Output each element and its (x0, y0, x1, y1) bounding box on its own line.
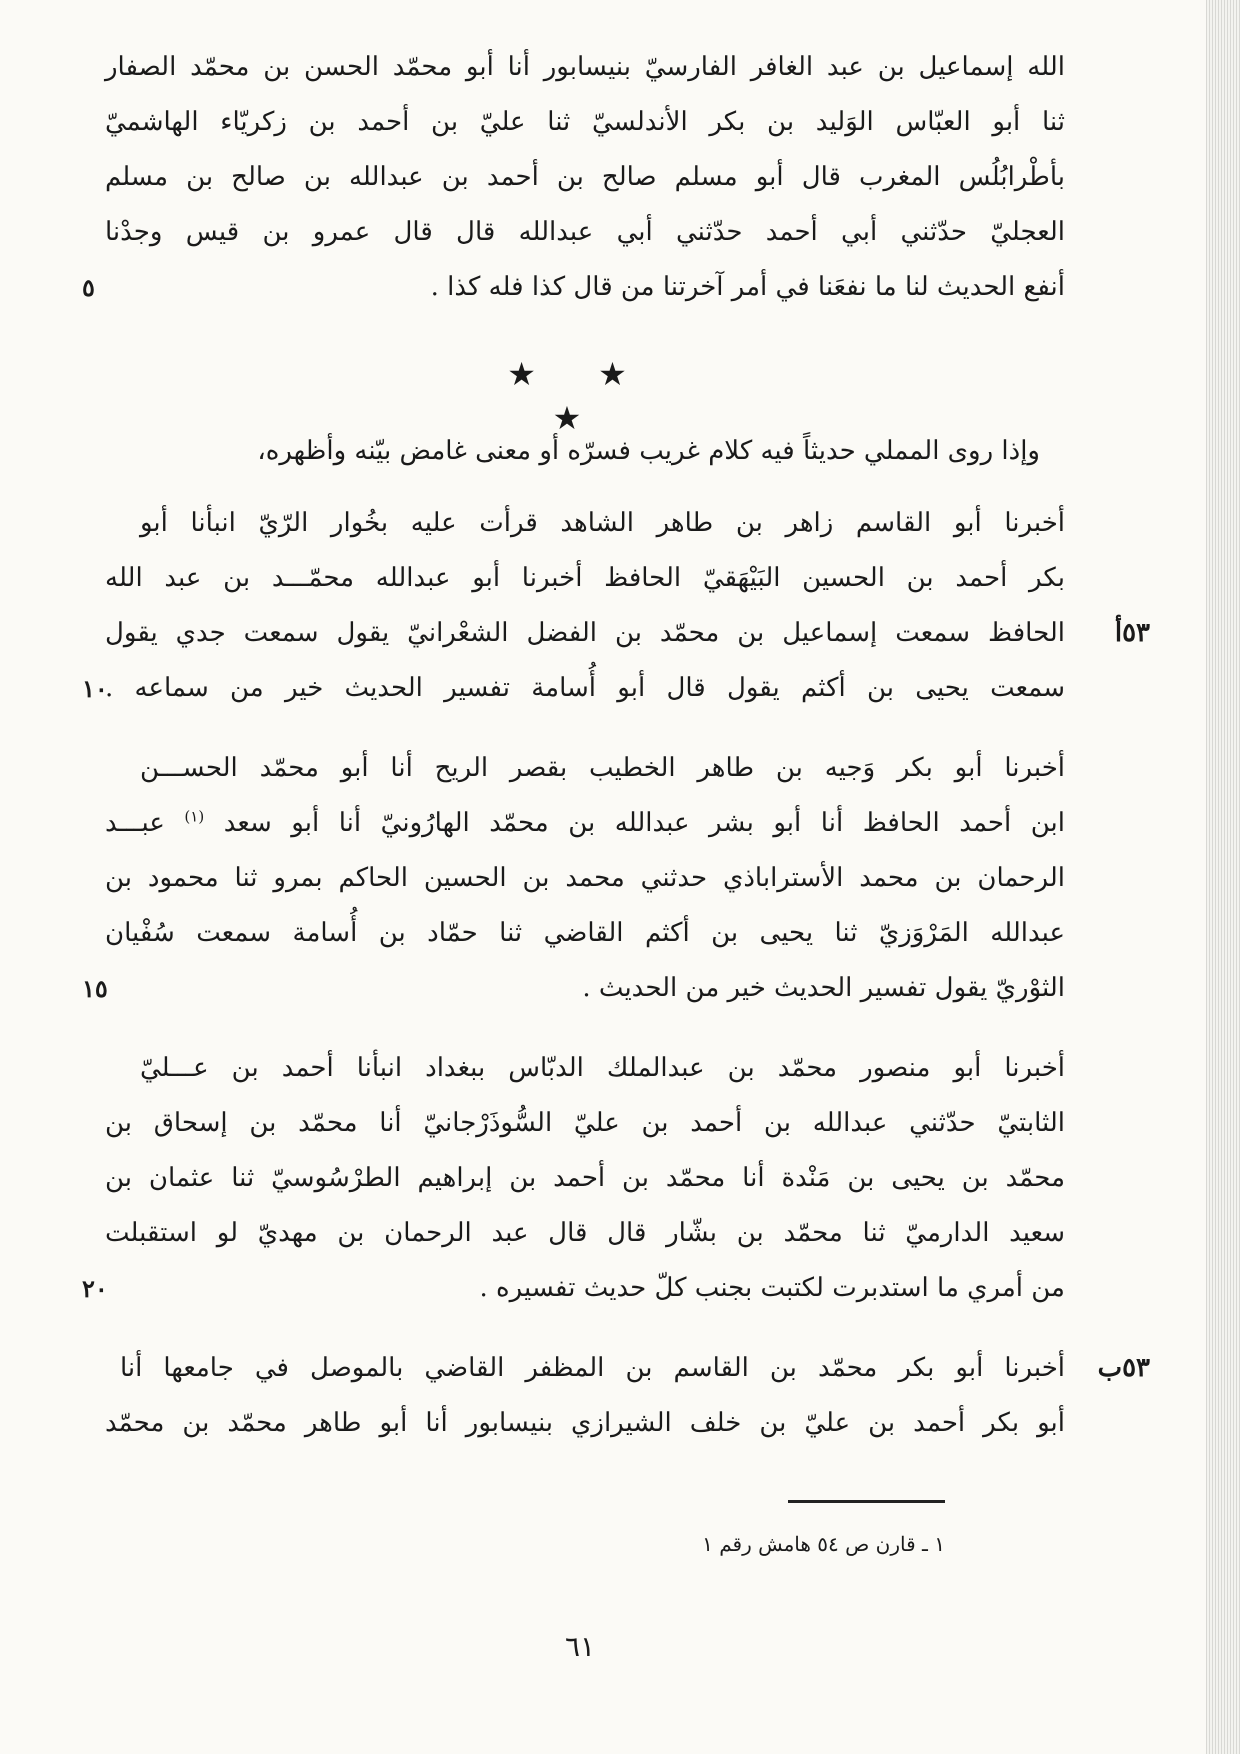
line-number: ٥ (82, 273, 95, 302)
section-heading: وإذا روى المملي حديثاً فيه كلام غريب فسرّه أو معنى غامض بيّنه وأظهره، (257, 436, 1040, 466)
footnote: ١ ـ قارن ص ٥٤ هامش رقم ١ (702, 1532, 945, 1556)
text-line: أخبرنا أبو منصور محمّد بن عبدالملك الدبّاس ببغداد انبأنا أحمد بن عـــليّ (140, 1053, 1065, 1083)
text-line: أخبرنا أبو بكر وَجيه بن طاهر الخطيب بقصر الريح أنا أبو محمّد الحســـن (140, 753, 1065, 783)
footnote-rule (788, 1500, 945, 1503)
text-line: من أمري ما استدبرت لكتبت بجنب كلّ حديث تفسيره . (479, 1273, 1065, 1303)
text-line: سعيد الدارميّ ثنا محمّد بن بشّار قال قال عبد الرحمان بن مهديّ لو استقبلت (105, 1218, 1065, 1248)
text-line: عبدالله المَرْوَزيّ ثنا يحيى بن أكثم القاضي ثنا حمّاد بن أُسامة سمعت سُفْيان (105, 918, 1065, 948)
text-line: ثنا أبو العبّاس الوَليد بن بكر الأندلسيّ ثنا عليّ بن أحمد بن زكريّاء الهاشميّ (105, 107, 1065, 137)
text-line: العجليّ حدّثني أبي أحمد حدّثني أبي عبدالله قال قال عمرو بن قيس وجدْنا (105, 217, 1065, 247)
text-line: الثوْريّ يقول تفسير الحديث خير من الحديث . (582, 973, 1065, 1003)
text-line: أخبرنا أبو بكر محمّد بن القاسم بن المظفر القاضي بالموصل في جامعها أنا (120, 1353, 1065, 1383)
footnote-reference[interactable]: (١) (184, 807, 205, 826)
folio-marker: ٥٣ب (1097, 1353, 1150, 1383)
text-line: الثابتيّ حدّثني عبدالله بن أحمد بن عليّ السُّوذَرْجانيّ أنا محمّد بن إسحاق بن (105, 1108, 1065, 1138)
line-number: ٢٠ (82, 1274, 108, 1303)
text-run: ابن أحمد الحافظ أنا أبو بشر عبدالله بن محمّد الهارُونيّ أنا أبو سعد (223, 808, 1066, 838)
text-line (105, 800, 1065, 846)
section-separator: ★ ★ ★ (507, 355, 653, 437)
text-line: أنفع الحديث لنا ما نفعَنا في أمر آخرتنا من قال كذا فله كذا . (430, 272, 1065, 302)
text-line: بأطْرابُلُس المغرب قال أبو مسلم صالح بن أحمد بن عبدالله بن صالح بن مسلم (105, 162, 1065, 192)
line-number: ١٠ (82, 674, 108, 703)
folio-marker: ٥٣أ (1114, 618, 1150, 648)
text-run: عبـــد (105, 808, 165, 838)
text-line: الرحمان بن محمد الأستراباذي حدثني محمد بن الحسين الحاكم بمرو ثنا محمود بن (105, 863, 1065, 893)
page-edge-shadow (1206, 0, 1240, 1754)
text-line: الحافظ سمعت إسماعيل بن محمّد بن الفضل الشعْرانيّ يقول سمعت جدي يقول (105, 618, 1065, 648)
line-number: ١٥ (82, 974, 108, 1003)
page-number: ٦١ (564, 1630, 596, 1663)
text-line: الله إسماعيل بن عبد الغافر الفارسيّ بنيسابور أنا أبو محمّد الحسن بن محمّد الصفار (105, 52, 1065, 82)
text-line: بكر أحمد بن الحسين البَيْهَقيّ الحافظ أخبرنا أبو عبدالله محمّـــد بن عبد الله (105, 563, 1065, 593)
text-line: محمّد بن يحيى بن مَنْدة أنا محمّد بن أحمد بن إبراهيم الطرْسُوسيّ ثنا عثمان بن (105, 1163, 1065, 1193)
text-line: أخبرنا أبو القاسم زاهر بن طاهر الشاهد قرأت عليه بخُوار الرّيّ انبأنا أبو (140, 508, 1065, 538)
text-line: سمعت يحيى بن أكثم يقول قال أبو أُسامة تفسير الحديث خير من سماعه . (105, 673, 1065, 703)
text-line: أبو بكر أحمد بن عليّ بن خلف الشيرازي بنيسابور أنا أبو طاهر محمّد بن محمّد (105, 1408, 1065, 1438)
